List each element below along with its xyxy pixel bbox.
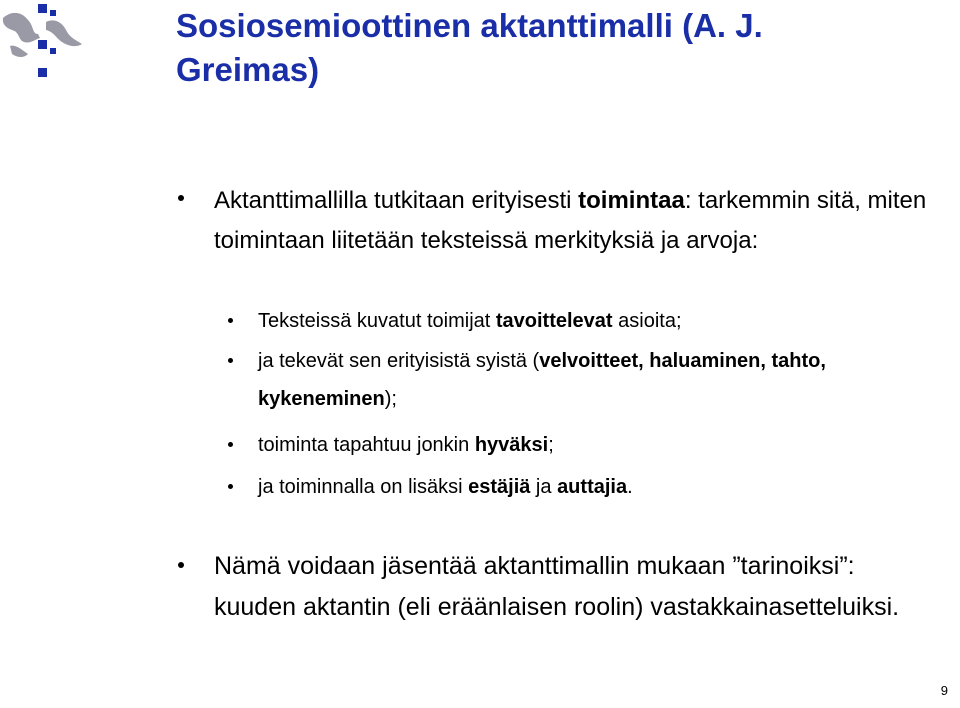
sub-bullet-2 [258, 342, 938, 418]
slide-title-line-2: Greimas) [176, 51, 320, 88]
sub-bullet-3-text-end: ; [548, 434, 554, 456]
sub-bullet-4-text-end: . [627, 476, 633, 498]
sub-bullet-4 [258, 468, 938, 506]
bullet-1-text: Aktanttimallilla tutkitaan erityisesti [214, 187, 579, 214]
sub-bullet-icon [228, 484, 233, 489]
bullet-1-bold: toimintaa [578, 187, 685, 214]
sub-bullet-2-bold: velvoitteet, haluaminen, tahto, kykeneminen [258, 350, 826, 410]
university-logo-icon [0, 0, 90, 85]
sub-bullet-icon [228, 442, 233, 447]
bullet-icon [178, 195, 184, 201]
sub-bullet-icon [228, 358, 233, 363]
sub-bullet-2-text: ja tekevät sen erityisistä syistä ( [258, 350, 540, 372]
sub-bullet-4-bold-1: estäjiä [468, 476, 531, 498]
sub-bullet-1-bold: tavoittelevat [495, 310, 613, 332]
bullet-1 [214, 181, 934, 261]
sub-bullet-1-text-end: asioita; [612, 310, 682, 332]
sub-bullet-4-bold-2: auttajia [557, 476, 628, 498]
slide-title [176, 4, 936, 92]
sub-bullet-3-bold: hyväksi [474, 434, 549, 456]
sub-bullet-3-text: toiminta tapahtuu jonkin [258, 434, 475, 456]
bullet-1-text-end: : tarkemmin sitä, miten toimintaan liitetään teksteissä merkityksiä ja arvoja: [214, 187, 927, 254]
sub-bullet-1-text: Teksteissä kuvatut toimijat [258, 310, 496, 332]
sub-bullet-icon [228, 318, 233, 323]
slide-title-line-1: Sosiosemioottinen aktanttimalli (A. J. [176, 7, 763, 44]
bullet-icon [178, 562, 184, 568]
sub-bullet-1 [258, 302, 938, 340]
sub-bullet-3 [258, 426, 938, 464]
bullet-2: Nämä voidaan jäsentää aktanttimallin mukaan ”tarinoiksi”: kuuden aktantin (eli eräänlaisen roolin) vastakkainasetteluiksi. [214, 552, 900, 621]
sub-bullet-2-text-end: ); [384, 388, 397, 410]
sub-bullet-4-text: ja toiminnalla on lisäksi [258, 476, 469, 498]
page-number: 9 [940, 683, 948, 698]
sub-bullet-4-text-mid: ja [530, 476, 558, 498]
